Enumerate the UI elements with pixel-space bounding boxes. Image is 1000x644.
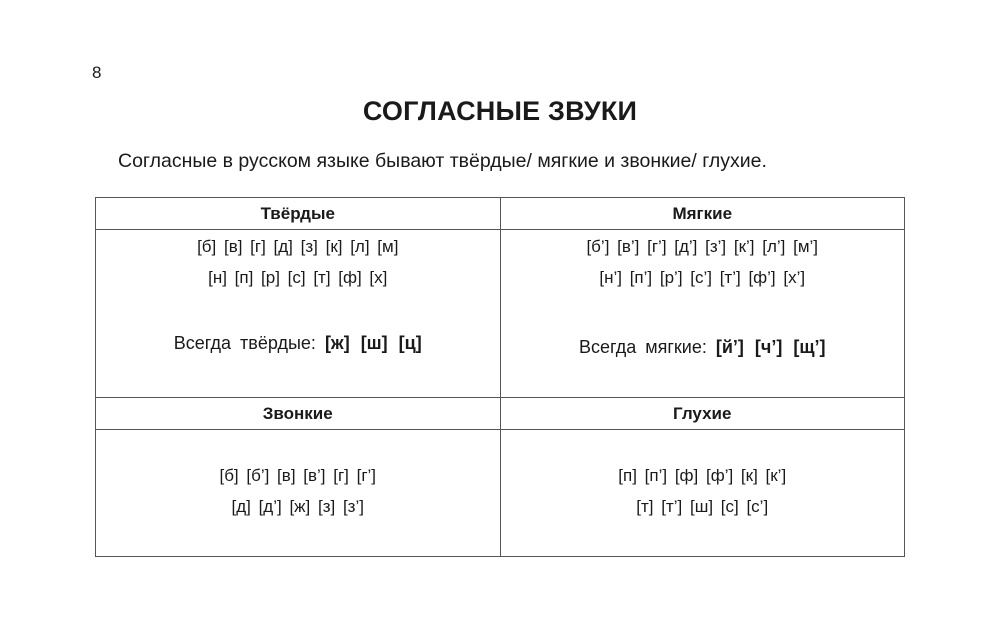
header-voiceless: Глухие	[500, 398, 905, 430]
always-soft-label: Всегда мягкие:	[578, 337, 707, 357]
voiceless-consonants-line-2: [т] [т’] [ш] [с] [с’]	[636, 497, 769, 516]
header-voiced: Звонкие	[96, 398, 501, 430]
always-hard-values: [ж] [ш] [ц]	[324, 333, 422, 353]
voiced-consonants-line-1: [б] [б’] [в] [в’] [г] [г’]	[219, 466, 377, 485]
soft-consonants-line-1: [б’] [в’] [г’] [д’] [з’] [к’] [л’] [м’]	[586, 237, 819, 256]
voiceless-consonants-line-1: [п] [п’] [ф] [ф’] [к] [к’]	[618, 466, 787, 485]
header-soft: Мягкие	[500, 198, 905, 230]
consonants-table	[95, 197, 905, 557]
always-hard	[96, 333, 500, 354]
table-row	[96, 430, 905, 557]
header-hard: Твёрдые	[96, 198, 501, 230]
table-header-row	[96, 198, 905, 230]
voiced-consonants-line-2: [д] [д’] [ж] [з] [з’]	[231, 497, 364, 516]
always-hard-label: Всегда твёрдые:	[173, 333, 316, 353]
page-title: СОГЛАСНЫЕ ЗВУКИ	[362, 96, 638, 126]
always-soft-values: [й’] [ч’] [щ’]	[715, 337, 826, 357]
table-row	[96, 230, 905, 398]
hard-consonants-cell	[96, 230, 501, 398]
always-soft	[501, 337, 905, 358]
soft-consonants-line-2: [н’] [п’] [р’] [с’] [т’] [ф’] [х’]	[599, 268, 806, 287]
soft-consonants-cell	[500, 230, 905, 398]
voiceless-consonants-cell	[500, 430, 905, 557]
intro-text: Согласные в русском языке бывают твёрдые/ мягкие и звонкие/ глухие.	[118, 150, 767, 172]
voiced-consonants-cell	[96, 430, 501, 557]
hard-consonants-line-2: [н] [п] [р] [с] [т] [ф] [х]	[208, 268, 388, 287]
table-header-row	[96, 398, 905, 430]
page-number: 8	[92, 63, 102, 82]
hard-consonants-line-1: [б] [в] [г] [д] [з] [к] [л] [м]	[197, 237, 399, 256]
